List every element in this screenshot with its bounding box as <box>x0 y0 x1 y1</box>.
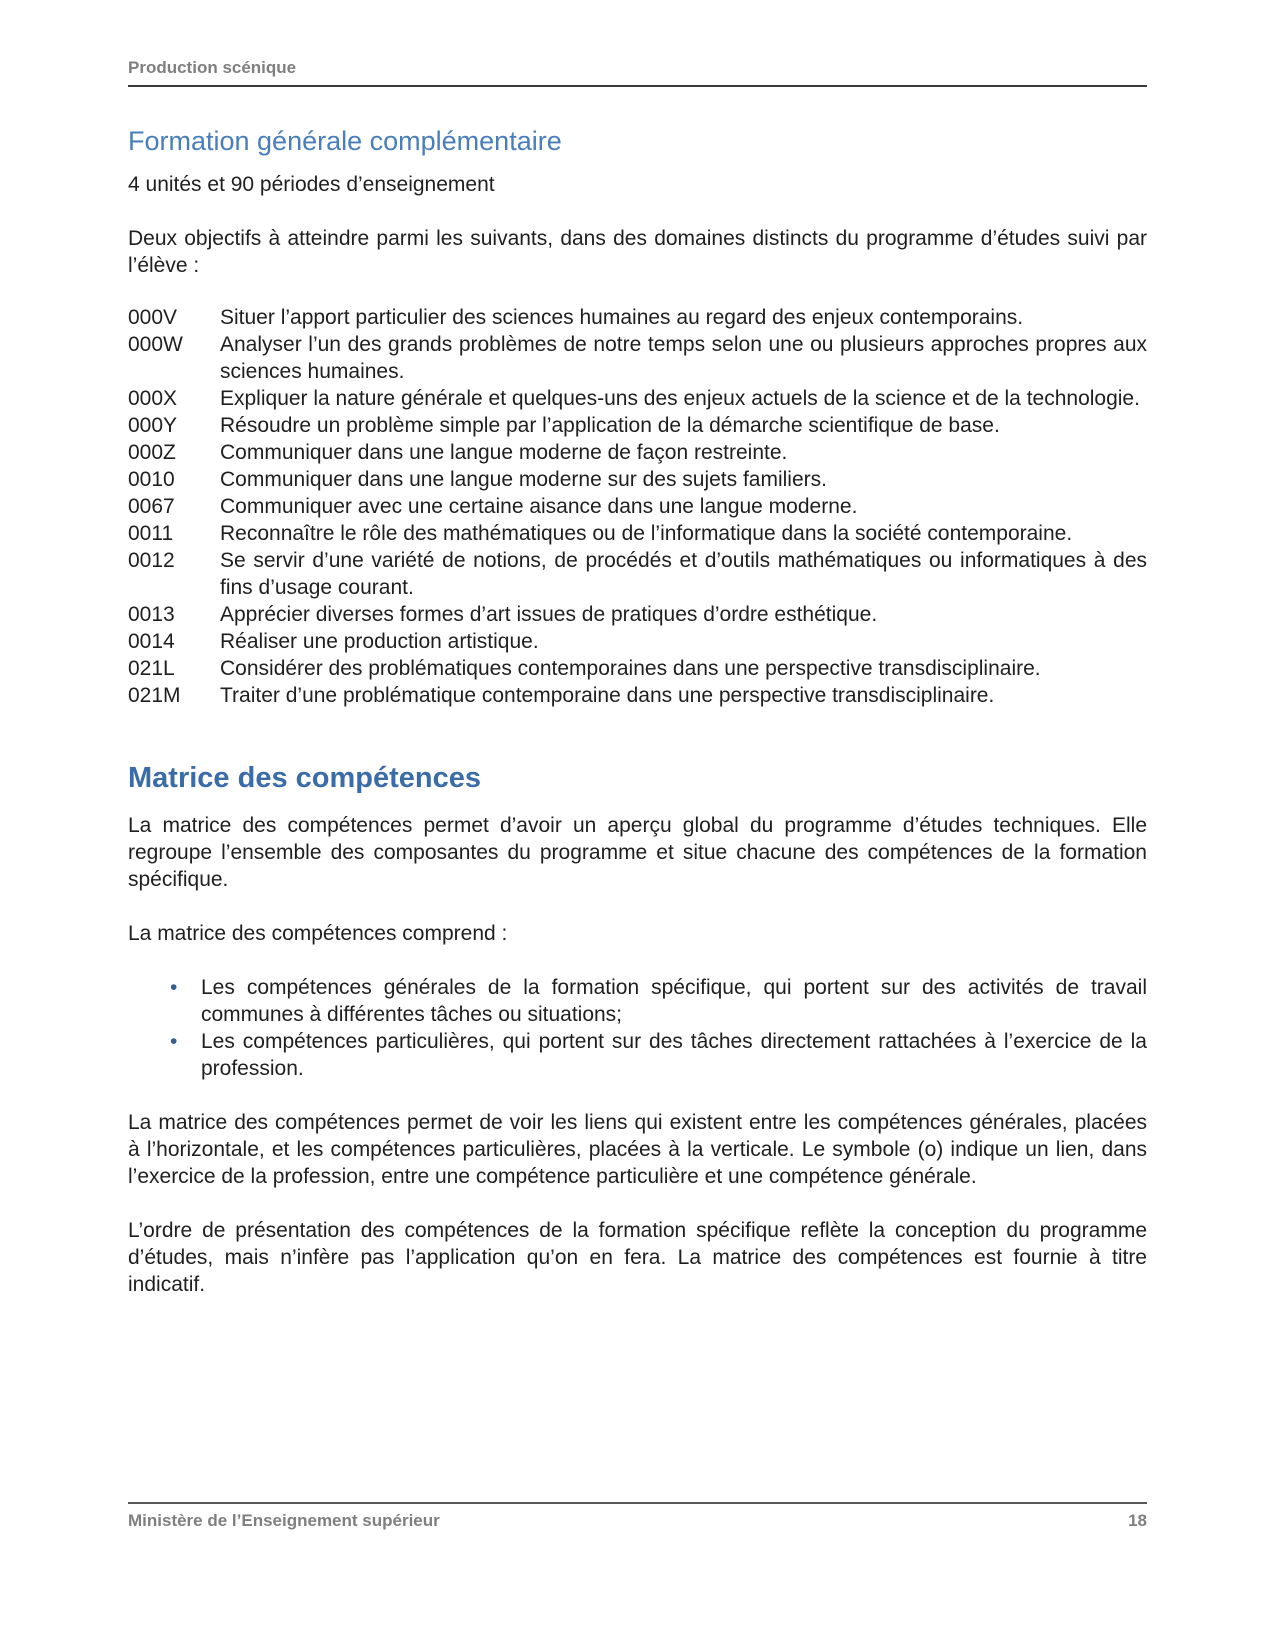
objective-text: Considérer des problématiques contemporaines dans une perspective transdisciplinaire. <box>220 657 1041 681</box>
footer-page-number: 18 <box>1128 1511 1147 1530</box>
objective-code: 0013 <box>128 603 175 627</box>
objective-row <box>128 331 1147 385</box>
objective-row <box>128 628 1147 655</box>
objective-row <box>128 520 1147 547</box>
bullet-item <box>128 1028 1147 1082</box>
bullet-text: Les compétences particulières, qui portent sur des tâches directement rattachées à l’exercice de la profession. <box>201 1030 1147 1081</box>
objective-text: Analyser l’un des grands problèmes de notre temps selon une ou plusieurs approches propres aux sciences humaines. <box>220 333 1147 384</box>
bullet-dot-icon: • <box>170 976 178 1000</box>
objective-text: Résoudre un problème simple par l’application de la démarche scientifique de base. <box>220 414 1000 438</box>
objective-text: Expliquer la nature générale et quelques-uns des enjeux actuels de la science et de la technologie. <box>220 387 1140 411</box>
matrice-paragraph-2: La matrice des compétences comprend : <box>128 922 508 946</box>
objective-text: Se servir d’une variété de notions, de procédés et d’outils mathématiques ou informatiques à des fins d’usage courant. <box>220 549 1147 600</box>
objective-code: 000Z <box>128 441 176 465</box>
footer-left-text: Ministère de l’Enseignement supérieur <box>128 1511 440 1530</box>
objective-row <box>128 304 1147 331</box>
objective-code: 0011 <box>128 522 174 546</box>
bullet-dot-icon: • <box>170 1030 178 1054</box>
section-title-matrice: Matrice des compétences <box>128 762 481 795</box>
formation-subtitle: 4 unités et 90 périodes d’enseignement <box>128 173 495 197</box>
objective-code: 0014 <box>128 630 175 654</box>
objective-row <box>128 601 1147 628</box>
objective-code: 000V <box>128 306 178 330</box>
objective-text: Communiquer dans une langue moderne de façon restreinte. <box>220 441 788 465</box>
matrice-paragraph-3: La matrice des compétences permet de voir les liens qui existent entre les compétences générales, placées à l’horizontale, et les compétences particulières, placées à la verticale. Le symbole (o) indique un lien, dans l’exercice de la profession, entre une compétence particulière et une compétence générale. <box>128 1111 1147 1189</box>
objective-row <box>128 439 1147 466</box>
objective-row <box>128 682 1147 709</box>
objective-code: 000Y <box>128 414 178 438</box>
page-footer <box>128 1502 1147 1531</box>
objective-row <box>128 547 1147 601</box>
formation-intro: Deux objectifs à atteindre parmi les suivants, dans des domaines distincts du programme d’études suivi par l’élève : <box>128 227 1147 278</box>
objective-code: 021M <box>128 684 181 708</box>
matrice-paragraph-1: La matrice des compétences permet d’avoir un aperçu global du programme d’études techniques. Elle regroupe l’ensemble des composantes du programme et situe chacune des compétences de la formation spécifique. <box>128 814 1147 892</box>
objective-code: 0010 <box>128 468 175 492</box>
objective-text: Communiquer avec une certaine aisance dans une langue moderne. <box>220 495 858 519</box>
objective-code: 0012 <box>128 549 175 573</box>
objective-text: Réaliser une production artistique. <box>220 630 539 654</box>
objective-row <box>128 466 1147 493</box>
bullet-item <box>128 974 1147 1028</box>
objective-text: Reconnaître le rôle des mathématiques ou de l’informatique dans la société contemporaine. <box>220 522 1073 546</box>
matrice-paragraph-4: L’ordre de présentation des compétences de la formation spécifique reflète la conception du programme d’études, mais n’infère pas l’application qu’on en fera. La matrice des compétences est fournie à titre indicatif. <box>128 1219 1147 1297</box>
objective-row <box>128 655 1147 682</box>
objective-text: Apprécier diverses formes d’art issues de pratiques d’ordre esthétique. <box>220 603 878 627</box>
objective-row <box>128 493 1147 520</box>
objective-code: 000X <box>128 387 178 411</box>
objective-row <box>128 412 1147 439</box>
objective-code: 000W <box>128 333 183 357</box>
objective-text: Traiter d’une problématique contemporaine dans une perspective transdisciplinaire. <box>220 684 995 708</box>
objective-code: 021L <box>128 657 175 681</box>
objective-text: Communiquer dans une langue moderne sur des sujets familiers. <box>220 468 827 492</box>
objective-row <box>128 385 1147 412</box>
bullet-text: Les compétences générales de la formation spécifique, qui portent sur des activités de travail communes à différentes tâches ou situations; <box>201 976 1147 1027</box>
page-header <box>128 58 1147 87</box>
header-title: Production scénique <box>128 58 297 77</box>
section-title-formation: Formation générale complémentaire <box>128 126 562 156</box>
objective-code: 0067 <box>128 495 175 519</box>
matrice-bullet-list <box>128 974 1147 1082</box>
objective-text: Situer l’apport particulier des sciences humaines au regard des enjeux contemporains. <box>220 306 1024 330</box>
objectives-list <box>128 304 1147 709</box>
